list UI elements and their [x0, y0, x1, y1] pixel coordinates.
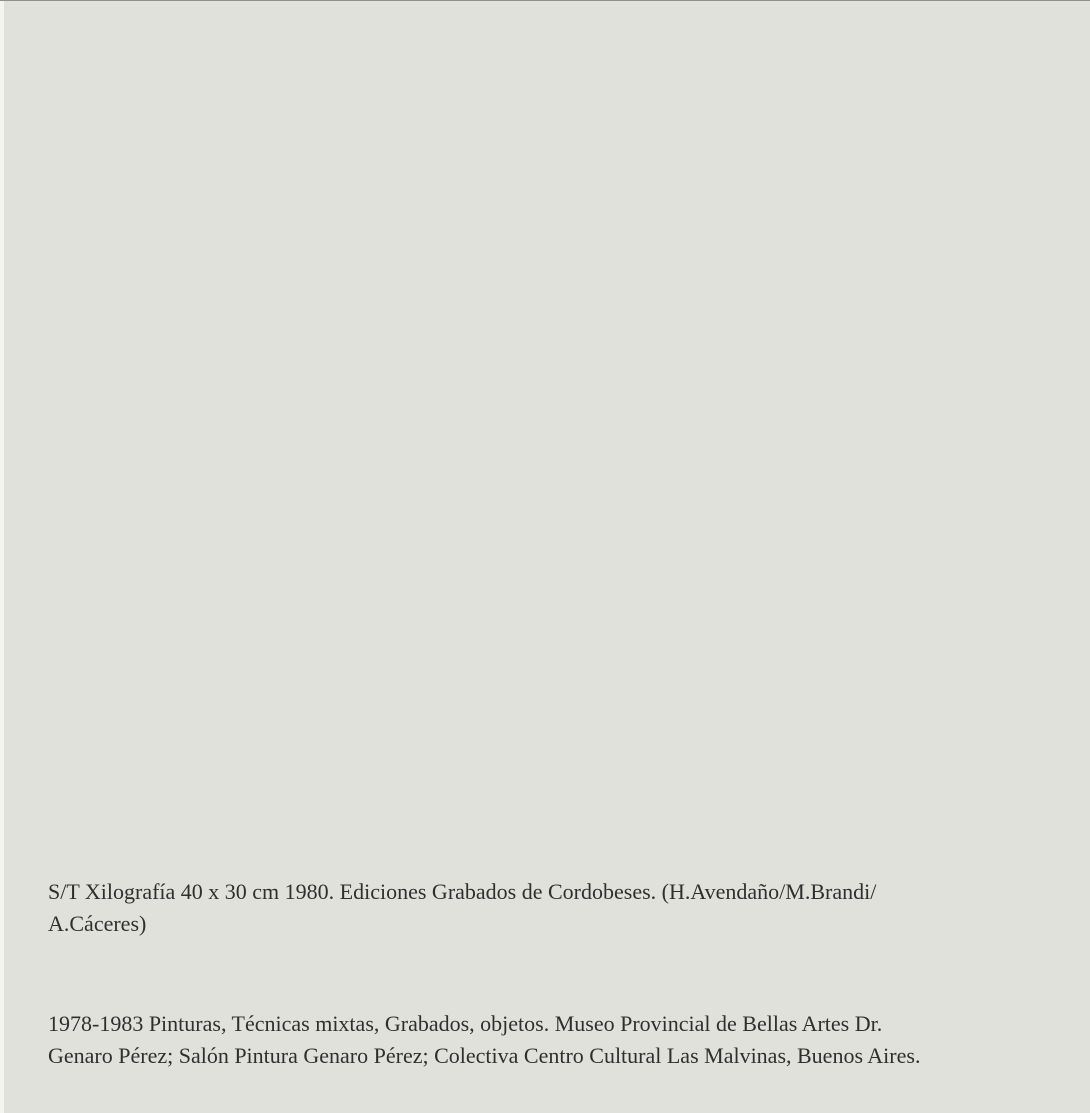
artwork-caption — [48, 876, 1043, 940]
exhibitions-line-1: 1978-1983 Pinturas, Técnicas mixtas, Grabados, objetos. Museo Provincial de Bellas Artes Dr. — [48, 1011, 883, 1036]
exhibitions-text — [48, 1008, 1043, 1072]
caption-line-1: S/T Xilografía 40 x 30 cm 1980. Ediciones Grabados de Cordobeses. (H.Avendaño/M.Brandi/ — [48, 879, 877, 904]
exhibitions-line-2: Genaro Pérez; Salón Pintura Genaro Pérez; Colectiva Centro Cultural Las Malvinas, Buenos Aires. — [48, 1043, 921, 1068]
artwork-canvas — [4, 1, 1090, 861]
caption-line-2: A.Cáceres) — [48, 911, 147, 936]
